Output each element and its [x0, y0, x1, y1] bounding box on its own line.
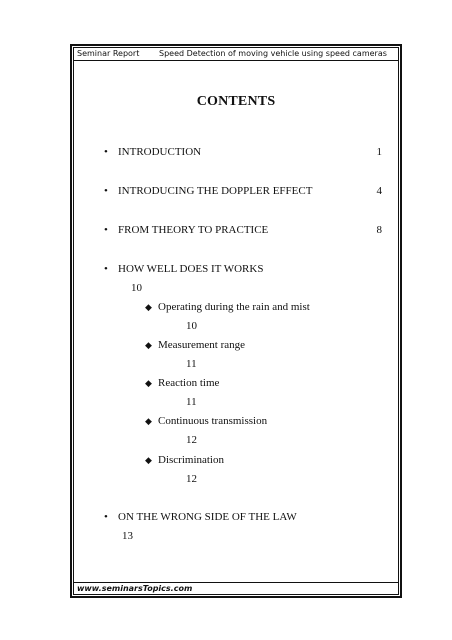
toc-subentry-page: 11 [186, 396, 197, 408]
diamond-icon: ◆ [145, 416, 152, 426]
diamond-icon: ◆ [145, 302, 152, 312]
header-topic-title: Speed Detection of moving vehicle using speed cameras [159, 49, 387, 58]
diamond-icon: ◆ [145, 455, 152, 465]
toc-subentry-page: 12 [186, 434, 197, 446]
toc-subentry-page: 10 [186, 320, 197, 332]
toc-subentry-label: Measurement range [158, 339, 246, 351]
toc-subentry-page: 11 [186, 358, 197, 370]
toc-subentry-label: Continuous transmission [158, 415, 268, 427]
toc-subentry-label: Reaction time [158, 377, 220, 389]
toc-entry-label: INTRODUCING THE DOPPLER EFFECT [118, 185, 313, 197]
bullet-dot-icon: • [104, 185, 108, 197]
toc-entry-label: ON THE WRONG SIDE OF THE LAW [118, 511, 297, 523]
diamond-icon: ◆ [145, 340, 152, 350]
toc-entry-label: FROM THEORY TO PRACTICE [118, 224, 269, 236]
footer-website: www.seminarsTopics.com [77, 584, 193, 593]
bullet-dot-icon: • [104, 511, 108, 523]
footer-divider [73, 582, 399, 583]
toc-entry-page: 10 [131, 282, 142, 294]
bullet-dot-icon: • [104, 224, 108, 236]
toc-subentry-page: 12 [186, 473, 197, 485]
toc-entry-page: 4 [376, 185, 382, 197]
toc-entry-label: HOW WELL DOES IT WORKS [118, 263, 264, 275]
header-report-label: Seminar Report [77, 49, 140, 58]
toc-entry-page: 8 [376, 224, 382, 236]
contents-title: CONTENTS [196, 94, 276, 109]
diamond-icon: ◆ [145, 378, 152, 388]
toc-subentry-label: Operating during the rain and mist [158, 301, 310, 313]
toc-entry-label: INTRODUCTION [118, 146, 202, 158]
bullet-dot-icon: • [104, 146, 108, 158]
toc-entry-page: 13 [122, 530, 133, 542]
bullet-dot-icon: • [104, 263, 108, 275]
toc-entry-page: 1 [376, 146, 382, 158]
toc-subentry-label: Discrimination [158, 454, 224, 466]
header-divider [73, 60, 399, 61]
